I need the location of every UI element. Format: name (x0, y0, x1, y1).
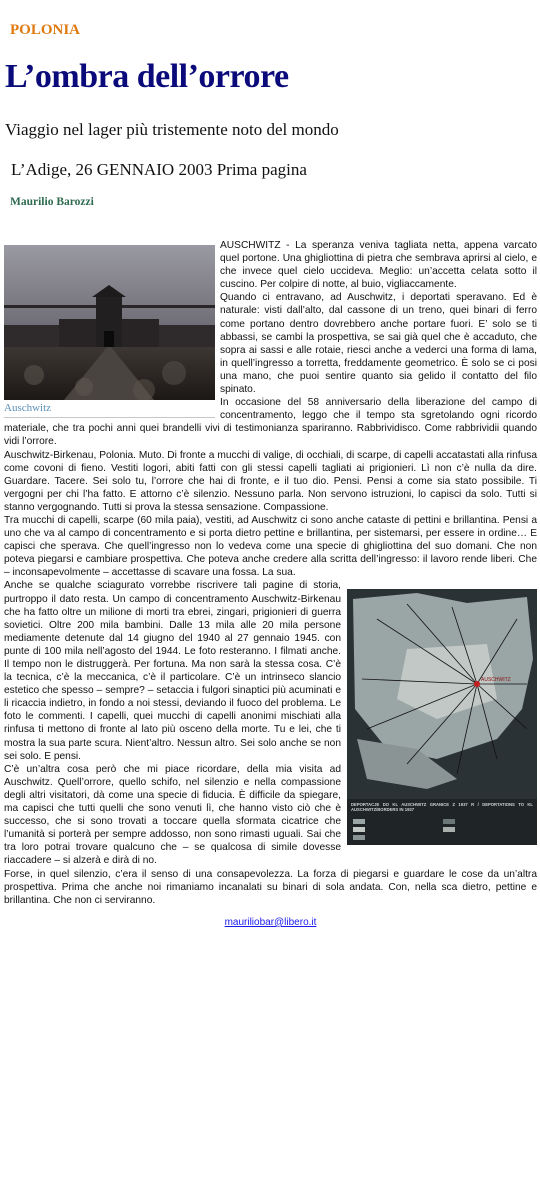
paragraph-2: Quando ci entravano, ad Auschwitz, i deportati speravano. Ed è naturale: visti dall’alto, dal cassone di un treno, quei binari di ferro come portano dentro dovrebbero anche portare fuori. E’ solo se ti abbassi, se cambi la prospettiva, se sai già quel che è accaduto, che sopra ai sassi e alle rotaie, riesci anche a vederci una forma di lama, in quell’ingresso a torretta, freddamente geometrico. È solo se ci posi una mano, che puoi sentire quanto sia gelido il contatto del filo spinato. (220, 292, 537, 396)
paragraph-3: In occasione del 58 anniversario della liberazione del campo di concentramento, leggo che il tempo sta sgretolando ogni ricordo materiale, che tra pochi anni quei brandelli vivi di testimonianza spariranno. Rabbrividisco. Come rabbrividii quando vidi l’orrore. (4, 397, 537, 448)
headline: L’ombra dell’orrore (5, 58, 289, 95)
photo-caption: Auschwitz (4, 402, 215, 418)
paragraph-6: Anche se qualche sciagurato vorrebbe riscrivere tali pagine di storia, purtroppo il dato resta. Un campo di concentramento Auschwitz-Birkenau che ha fatto oltre un milione di morti tra ebrei, zingari, prigionieri di guerra sovietici. Oltre 200 mila bambini. Dalle 13 mila alle 20 mila persone mediamente detenute dal 14 giugno del 1940 al 27 gennaio 1945. con punte di 100 mila nell’agosto del 1944. Le foto resteranno. I filmati anche. Il tempo non le distruggerà. Per fortuna. Ma non sarà la stessa cosa. C’è la tecnica, c’è la meccanica, c’è il particolare. C’è un intrinseco slancio estetico che spesso – sempre? – setaccia i fulgori sinaptici più acuminati e li ricaccia indietro, in fondo a noi stessi, deviando il fuoco del problema. Le foto le commenti. I capelli, quei mucchi di capelli anonimi mischiati alla rinfusa ti mettono di fronte al lato più osceno della morte. Tu e lei, che ti mostra la sua parte scura. Nient’altro. Nessun altro. Sei solo anche se non sei solo. E pensi. (4, 580, 341, 762)
map-legend-title: DEPORTACJE DO KL AUSCHWITZ GRANICE Z 1937 R / DEPORTATIONS TO KL AUSCHWITZ/BORDERS IN 1937 (351, 802, 533, 813)
paragraph-7: C’è un’altra cosa però che mi piace ricordare, della mia visita ad Auschwitz. Quell’orrore, quello schifo, nel silenzio e nella compassione degli altri visitatori, dà come una specie di fiducia. È difficile da spiegare, ma capisci che tutti quelli che sono venuti lì, che hanno visto ciò che è successo, che si sono trovati a toccare quella sformata cicatrice che l’umanità si porterà per sempre addosso, non sono rimasti uguali. Sai che tra loro potrai trovare qualcuno che – se qualcosa di simile dovesse riaccadere – si alzerà e dirà di no. (4, 763, 341, 867)
map-camp-label: AUSCHWITZ (481, 677, 511, 684)
subtitle: Viaggio nel lager più tristemente noto del mondo (5, 120, 339, 139)
paragraph-5: Tra mucchi di capelli, scarpe (60 mila paia), vestiti, ad Auschwitz ci sono anche cataste di pettini e brillantina. Pensi a uno che va al campo di concentramento e si porta dietro pettine e brillantina, per sistemarsi, per essere in ordine… E capisci che sperava. Che quell’ingresso non lo vedeva come una specie di ghigliottina del suo domani. Che non poteva piegarsi e cambiare prospettiva. Che poteva anche credere alla scritta dell’ingresso: il lavoro rende liberi. Che – inconsapevolmente – accettasse di scavare una fossa. La sua. (4, 514, 537, 579)
paragraph-1: AUSCHWITZ - La speranza veniva tagliata netta, appena varcato quel portone. Una ghigliottina di pietra che sembrava aprirsi al cielo, e che invece quel cielo uccideva. Meglio: un’accetta celata sotto il cuscino. Per colpire di notte, al buio, vigliaccamente. (220, 240, 537, 291)
paragraph-4: Auschwitz-Birkenau, Polonia. Muto. Di fronte a mucchi di valige, di occhiali, di scarpe, di capelli accatastati alla rinfusa come covoni di fieno. Vestiti logori, abiti fatti con gli stessi capelli tagliati ai prigionieri. Lì non c’è nulla da dire. Guardare. Tacere. Sei solo tu, l’orrore che hai di fronte, e il tuo dio. Pensi. Pensi a come sia stato possibile. Ti vergogni per chi l’ha fatto. E attorno c’è silenzio. Nessuno parla. Non servono istruzioni, lo capisci da solo. Tutti si stanno vergognando. Tutti si prova la stessa sensazione. Compassione. (4, 449, 537, 513)
deportation-map (347, 589, 537, 845)
contact-email-link[interactable]: mauriliobar@libero.it (224, 916, 317, 928)
dateline: L’Adige, 26 GENNAIO 2003 Prima pagina (11, 160, 307, 179)
author: Maurilio Barozzi (10, 196, 94, 208)
article-body (4, 239, 537, 929)
kicker: POLONIA (10, 22, 81, 38)
paragraph-8: Forse, in quel silenzio, c’era il senso di una consapevolezza. La forza di piegarsi e guardare le cose da un’altra prospettiva. Prima che anche noi rimaniamo incanalati su binari di sola andata. Con, nella sca dietro, pettine e brillantina. Che non ci serviranno. (4, 868, 537, 906)
auschwitz-gate-photo (4, 245, 215, 400)
map-box (347, 589, 537, 845)
photo-box (4, 245, 215, 418)
